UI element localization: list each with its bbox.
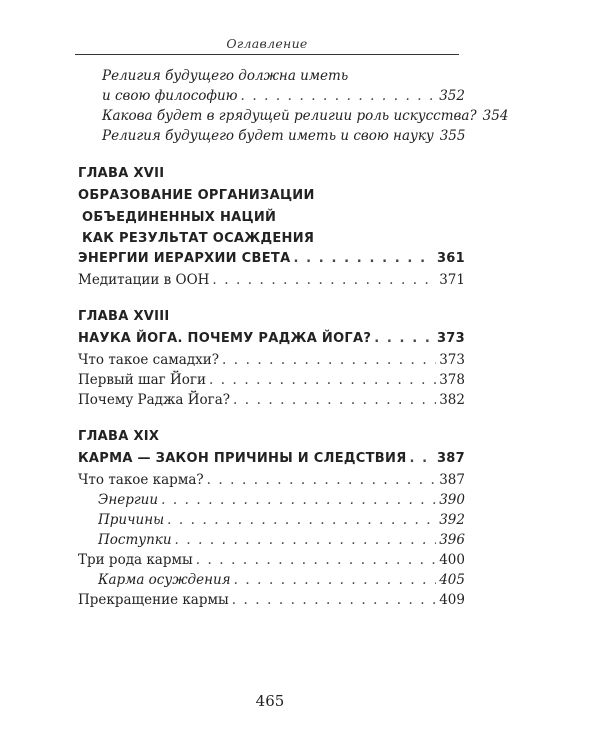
chapter-title-line: ОБРАЗОВАНИЕ ОРГАНИЗАЦИИ xyxy=(78,188,315,203)
toc-subentry xyxy=(98,532,465,552)
toc-entry-title: Причины xyxy=(98,512,165,528)
toc-entry-page: 378 xyxy=(439,372,465,388)
dot-leader xyxy=(209,372,436,388)
dot-leader xyxy=(241,88,437,104)
toc-entry-title: и свою философию xyxy=(102,88,238,104)
dot-leader xyxy=(222,352,436,368)
toc-entry-title: Религия будущего будет иметь и свою науку xyxy=(102,128,434,144)
toc-entry-title: Что такое самадхи? xyxy=(78,352,220,368)
toc-entry-page: 354 xyxy=(482,108,509,124)
chapter-page: 373 xyxy=(436,331,465,346)
toc-entry-page: 387 xyxy=(439,472,465,488)
toc-entry xyxy=(78,472,465,492)
toc-entry-title: Первый шаг Йоги xyxy=(78,372,206,388)
dot-leader xyxy=(167,512,436,528)
toc-entry xyxy=(102,128,465,148)
dot-leader xyxy=(207,472,437,488)
toc-entry xyxy=(78,352,465,372)
toc-entry-title: Какова будет в грядущей религии роль искусства? xyxy=(102,108,477,124)
toc-entry-title: Карма осуждения xyxy=(98,572,231,588)
header-rule xyxy=(75,54,459,55)
toc-entry xyxy=(78,392,465,412)
chapter-heading xyxy=(78,451,465,471)
chapter-title-line: ОБЪЕДИНЕННЫХ НАЦИЙ xyxy=(82,210,277,225)
toc-entry xyxy=(78,372,465,392)
toc-entry-page: 392 xyxy=(439,512,465,528)
toc-entry-title: Прекращение кармы xyxy=(78,592,229,608)
toc-entry-page: 382 xyxy=(439,392,465,408)
toc-entry-page: 355 xyxy=(439,128,466,144)
toc-entry xyxy=(78,552,465,572)
chapter-title: НАУКА ЙОГА. ПОЧЕМУ РАДЖА ЙОГА? xyxy=(78,331,372,346)
toc-entry-title: Энергии xyxy=(98,492,159,508)
dot-leader xyxy=(196,552,436,568)
chapter-label: ГЛАВА XVIII xyxy=(78,309,170,324)
dot-leader xyxy=(212,272,436,288)
dot-leader xyxy=(232,592,436,608)
dot-leader xyxy=(233,392,436,408)
running-header: Оглавление xyxy=(226,36,308,51)
toc-entry-title: Что такое карма? xyxy=(78,472,204,488)
chapter-title-line: КАК РЕЗУЛЬТАТ ОСАЖДЕНИЯ xyxy=(82,231,315,246)
toc-entry-page: 352 xyxy=(439,88,465,104)
toc-entry xyxy=(102,88,465,108)
chapter-title: КАРМА — ЗАКОН ПРИЧИНЫ И СЛЕДСТВИЯ xyxy=(78,451,407,466)
toc-subentry xyxy=(98,512,465,532)
toc-entry-page: 371 xyxy=(439,272,465,288)
chapter-heading xyxy=(78,251,465,271)
dot-leader xyxy=(234,572,437,588)
dot-leader xyxy=(175,532,437,548)
page-number: 465 xyxy=(255,692,285,710)
toc-entry-line-1: Религия будущего должна иметь xyxy=(102,68,349,84)
toc-entry-title: Три рода кармы xyxy=(78,552,193,568)
toc-entry-page: 390 xyxy=(439,492,465,508)
chapter-page: 361 xyxy=(436,251,465,266)
chapter-heading xyxy=(78,331,465,351)
toc-entry-title: Поступки xyxy=(98,532,172,548)
toc-entry xyxy=(78,272,465,292)
toc-entry-page: 396 xyxy=(439,532,465,548)
toc-entry-title: Медитации в ООН xyxy=(78,272,210,288)
toc-subentry xyxy=(98,492,465,512)
chapter-page: 387 xyxy=(436,451,465,466)
toc-subentry xyxy=(98,572,465,592)
toc-entry-page: 405 xyxy=(439,572,465,588)
toc-entry-page: 409 xyxy=(439,592,465,608)
toc-entry-page: 400 xyxy=(439,552,465,568)
dot-leader xyxy=(161,492,436,508)
chapter-title-line: ЭНЕРГИИ ИЕРАРХИИ СВЕТА xyxy=(78,251,291,266)
toc-entry xyxy=(78,592,465,612)
chapter-label: ГЛАВА XVII xyxy=(78,166,165,181)
dot-leader xyxy=(293,251,434,266)
toc-entry-title: Почему Раджа Йога? xyxy=(78,392,231,408)
chapter-label: ГЛАВА XIX xyxy=(78,429,160,444)
dot-leader xyxy=(374,331,434,346)
dot-leader xyxy=(410,451,434,466)
toc-entry xyxy=(102,108,509,128)
toc-entry-page: 373 xyxy=(439,352,465,368)
